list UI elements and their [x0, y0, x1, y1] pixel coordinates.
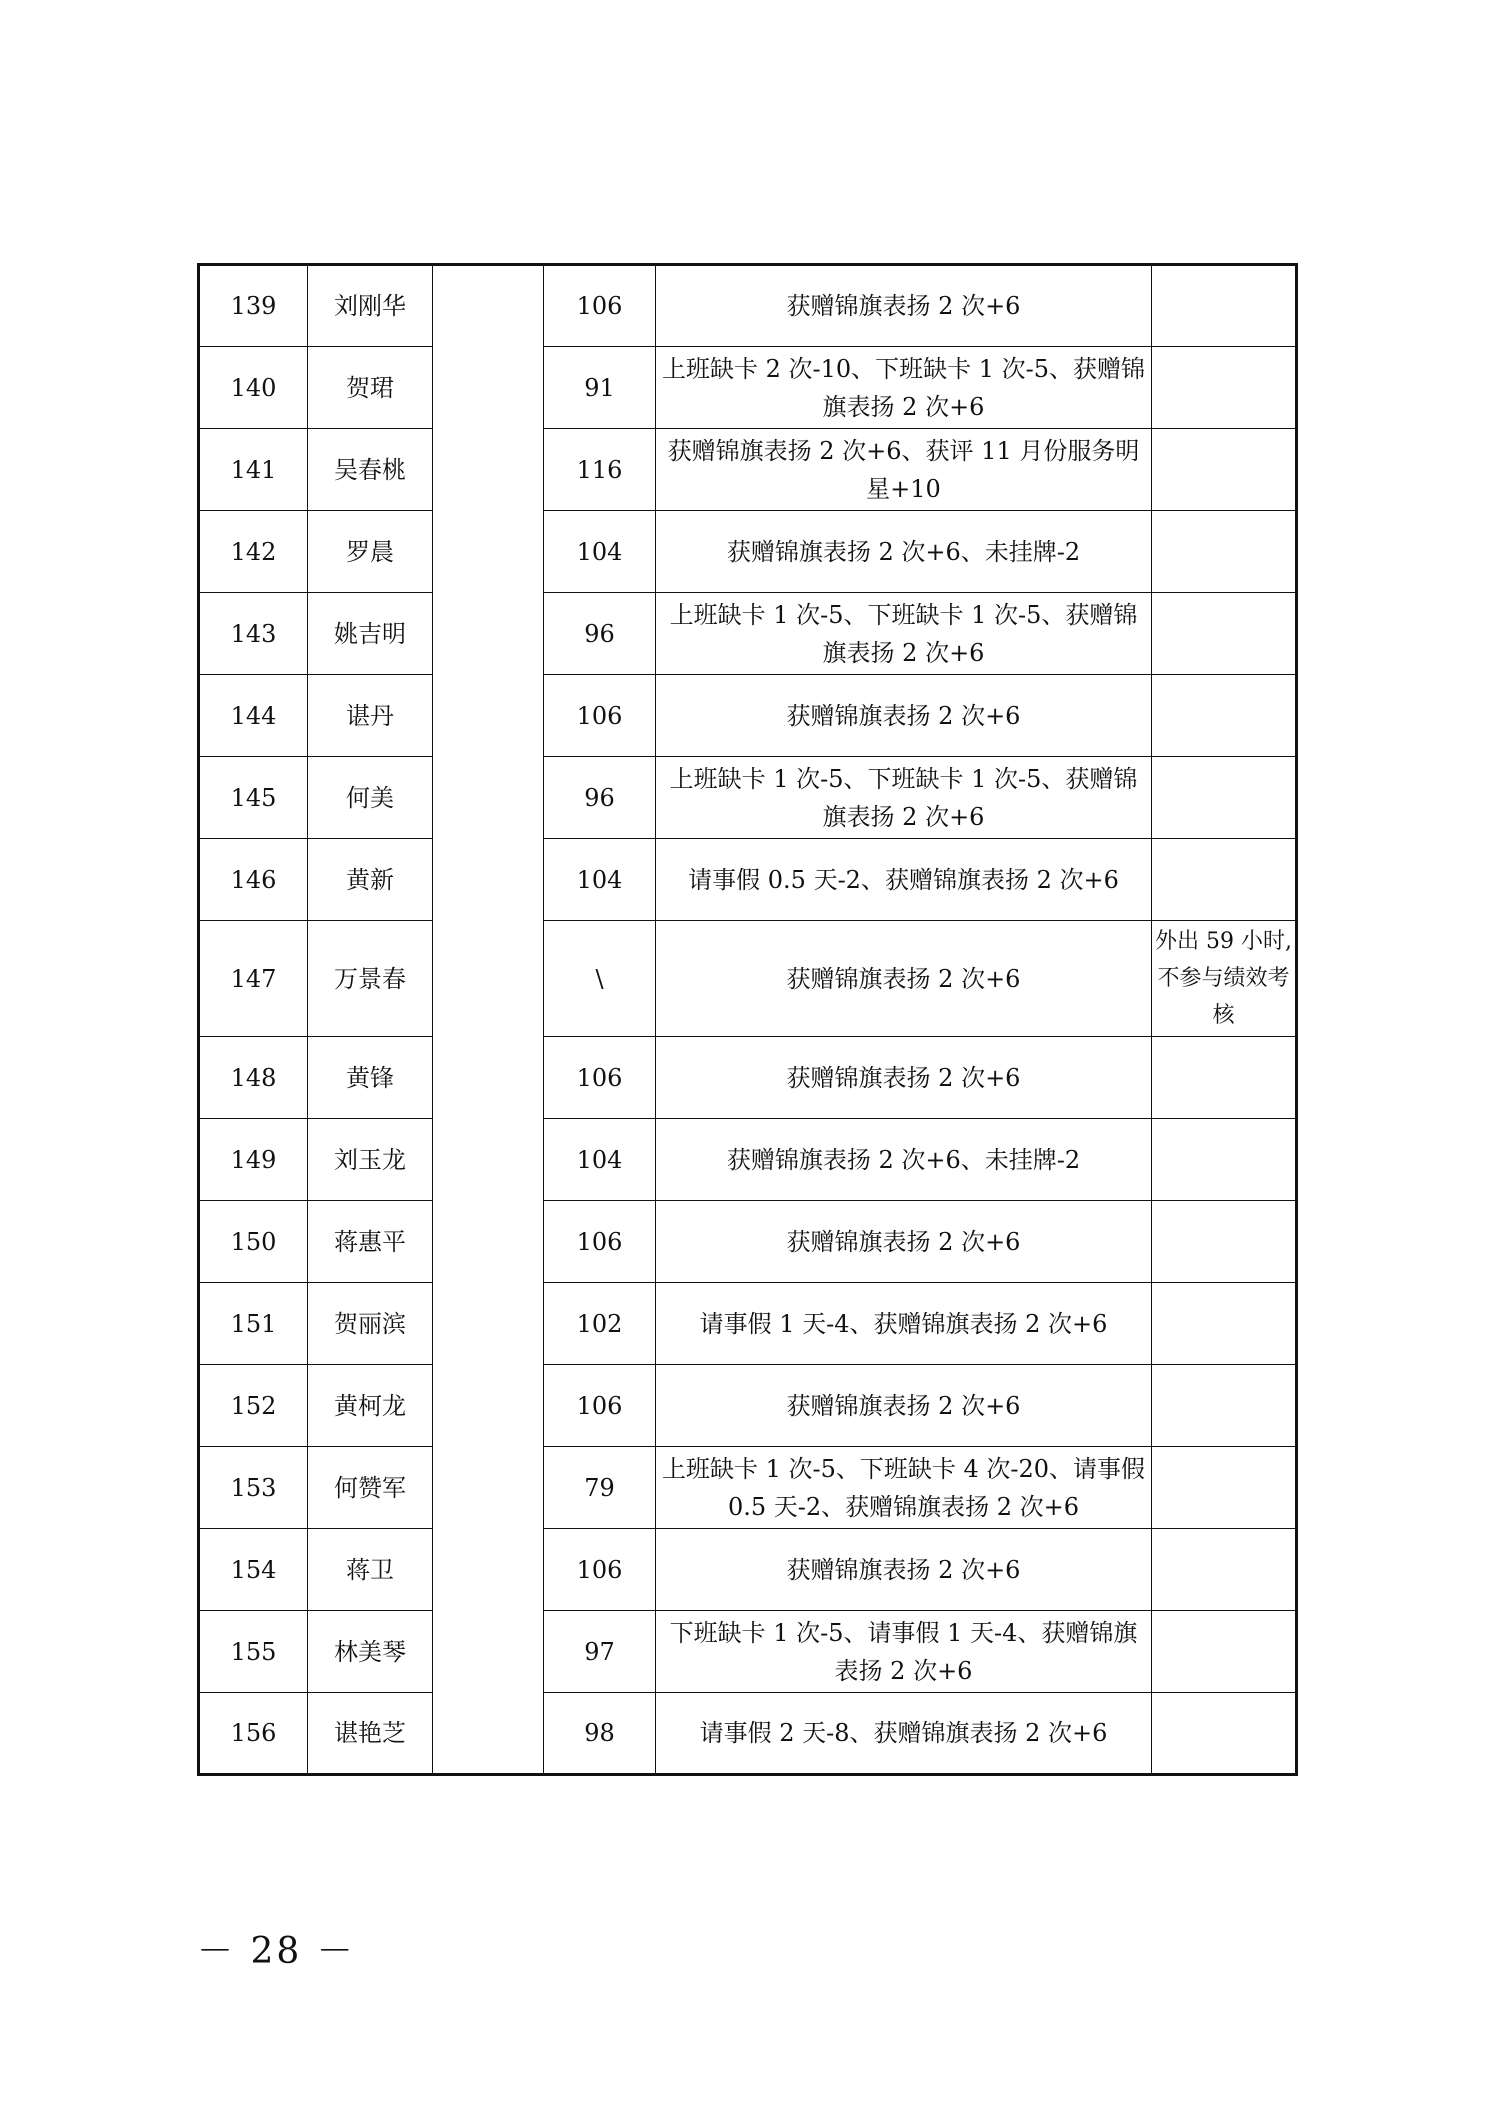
score-cell: 98 — [544, 1693, 656, 1775]
table-row — [199, 1447, 1297, 1529]
performance-table — [197, 263, 1298, 1776]
table-row — [199, 1283, 1297, 1365]
description-cell: 获赠锦旗表扬 2 次+6 — [656, 921, 1152, 1037]
note-cell — [1152, 1693, 1297, 1775]
score-cell: 106 — [544, 1201, 656, 1283]
row-number: 151 — [199, 1283, 308, 1365]
score-cell: 106 — [544, 675, 656, 757]
description-cell: 获赠锦旗表扬 2 次+6、未挂牌-2 — [656, 1119, 1152, 1201]
description-cell: 上班缺卡 1 次-5、下班缺卡 1 次-5、获赠锦旗表扬 2 次+6 — [656, 593, 1152, 675]
table-row — [199, 429, 1297, 511]
score-cell: 104 — [544, 839, 656, 921]
note-cell — [1152, 1119, 1297, 1201]
score-cell: 106 — [544, 1529, 656, 1611]
description-cell: 请事假 1 天-4、获赠锦旗表扬 2 次+6 — [656, 1283, 1152, 1365]
table-row — [199, 1201, 1297, 1283]
table-row — [199, 839, 1297, 921]
table-row — [199, 511, 1297, 593]
row-number: 155 — [199, 1611, 308, 1693]
note-cell — [1152, 347, 1297, 429]
description-cell: 获赠锦旗表扬 2 次+6 — [656, 265, 1152, 347]
note-cell — [1152, 1283, 1297, 1365]
employee-name: 林美琴 — [308, 1611, 433, 1693]
description-cell: 下班缺卡 1 次-5、请事假 1 天-4、获赠锦旗表扬 2 次+6 — [656, 1611, 1152, 1693]
description-cell: 获赠锦旗表扬 2 次+6 — [656, 1365, 1152, 1447]
employee-name: 万景春 — [308, 921, 433, 1037]
employee-name: 蒋惠平 — [308, 1201, 433, 1283]
description-cell: 获赠锦旗表扬 2 次+6、未挂牌-2 — [656, 511, 1152, 593]
description-cell: 获赠锦旗表扬 2 次+6 — [656, 1037, 1152, 1119]
employee-name: 刘玉龙 — [308, 1119, 433, 1201]
description-cell: 获赠锦旗表扬 2 次+6 — [656, 1201, 1152, 1283]
score-cell: 104 — [544, 511, 656, 593]
note-cell — [1152, 1365, 1297, 1447]
table-row — [199, 1119, 1297, 1201]
row-number: 147 — [199, 921, 308, 1037]
row-number: 142 — [199, 511, 308, 593]
score-cell: 104 — [544, 1119, 656, 1201]
note-cell — [1152, 1447, 1297, 1529]
blank-column — [433, 265, 544, 1775]
table-row — [199, 265, 1297, 347]
note-cell — [1152, 839, 1297, 921]
table-row — [199, 675, 1297, 757]
description-cell: 上班缺卡 1 次-5、下班缺卡 4 次-20、请事假 0.5 天-2、获赠锦旗表扬 2 次+6 — [656, 1447, 1152, 1529]
table-row — [199, 1365, 1297, 1447]
employee-name: 何赞军 — [308, 1447, 433, 1529]
employee-name: 贺丽滨 — [308, 1283, 433, 1365]
description-cell: 获赠锦旗表扬 2 次+6 — [656, 675, 1152, 757]
score-cell: 96 — [544, 593, 656, 675]
row-number: 143 — [199, 593, 308, 675]
description-cell: 获赠锦旗表扬 2 次+6、获评 11 月份服务明星+10 — [656, 429, 1152, 511]
employee-name: 贺珺 — [308, 347, 433, 429]
note-cell: 外出 59 小时,不参与绩效考核 — [1152, 921, 1297, 1037]
description-cell: 请事假 2 天-8、获赠锦旗表扬 2 次+6 — [656, 1693, 1152, 1775]
table-body — [199, 265, 1297, 1775]
row-number: 149 — [199, 1119, 308, 1201]
row-number: 152 — [199, 1365, 308, 1447]
row-number: 153 — [199, 1447, 308, 1529]
table-row — [199, 757, 1297, 839]
note-cell — [1152, 1529, 1297, 1611]
score-cell: 106 — [544, 265, 656, 347]
employee-name: 罗晨 — [308, 511, 433, 593]
row-number: 139 — [199, 265, 308, 347]
table-row — [199, 1693, 1297, 1775]
description-cell: 请事假 0.5 天-2、获赠锦旗表扬 2 次+6 — [656, 839, 1152, 921]
employee-name: 何美 — [308, 757, 433, 839]
table-row — [199, 347, 1297, 429]
row-number: 141 — [199, 429, 308, 511]
score-cell: 96 — [544, 757, 656, 839]
row-number: 154 — [199, 1529, 308, 1611]
row-number: 146 — [199, 839, 308, 921]
description-cell: 上班缺卡 2 次-10、下班缺卡 1 次-5、获赠锦旗表扬 2 次+6 — [656, 347, 1152, 429]
note-cell — [1152, 675, 1297, 757]
page-number: － 28 － — [197, 1931, 356, 1972]
note-cell — [1152, 1611, 1297, 1693]
table-row — [199, 1611, 1297, 1693]
score-cell: 79 — [544, 1447, 656, 1529]
row-number: 140 — [199, 347, 308, 429]
employee-name: 谌艳芝 — [308, 1693, 433, 1775]
employee-name: 黄新 — [308, 839, 433, 921]
score-cell: 106 — [544, 1365, 656, 1447]
score-cell: 102 — [544, 1283, 656, 1365]
employee-name: 谌丹 — [308, 675, 433, 757]
description-cell: 上班缺卡 1 次-5、下班缺卡 1 次-5、获赠锦旗表扬 2 次+6 — [656, 757, 1152, 839]
employee-name: 黄柯龙 — [308, 1365, 433, 1447]
row-number: 144 — [199, 675, 308, 757]
note-cell — [1152, 265, 1297, 347]
note-cell — [1152, 757, 1297, 839]
table-row — [199, 593, 1297, 675]
table-row — [199, 1037, 1297, 1119]
note-cell — [1152, 1201, 1297, 1283]
note-cell — [1152, 429, 1297, 511]
employee-name: 刘刚华 — [308, 265, 433, 347]
score-cell: 116 — [544, 429, 656, 511]
table-row — [199, 921, 1297, 1037]
employee-name: 蒋卫 — [308, 1529, 433, 1611]
row-number: 148 — [199, 1037, 308, 1119]
row-number: 156 — [199, 1693, 308, 1775]
employee-name: 吴春桃 — [308, 429, 433, 511]
description-cell: 获赠锦旗表扬 2 次+6 — [656, 1529, 1152, 1611]
note-cell — [1152, 1037, 1297, 1119]
score-cell: 97 — [544, 1611, 656, 1693]
employee-name: 黄锋 — [308, 1037, 433, 1119]
table-row — [199, 1529, 1297, 1611]
score-cell: 91 — [544, 347, 656, 429]
score-cell: 106 — [544, 1037, 656, 1119]
row-number: 150 — [199, 1201, 308, 1283]
row-number: 145 — [199, 757, 308, 839]
employee-name: 姚吉明 — [308, 593, 433, 675]
note-cell — [1152, 511, 1297, 593]
score-cell: \ — [544, 921, 656, 1037]
note-cell — [1152, 593, 1297, 675]
